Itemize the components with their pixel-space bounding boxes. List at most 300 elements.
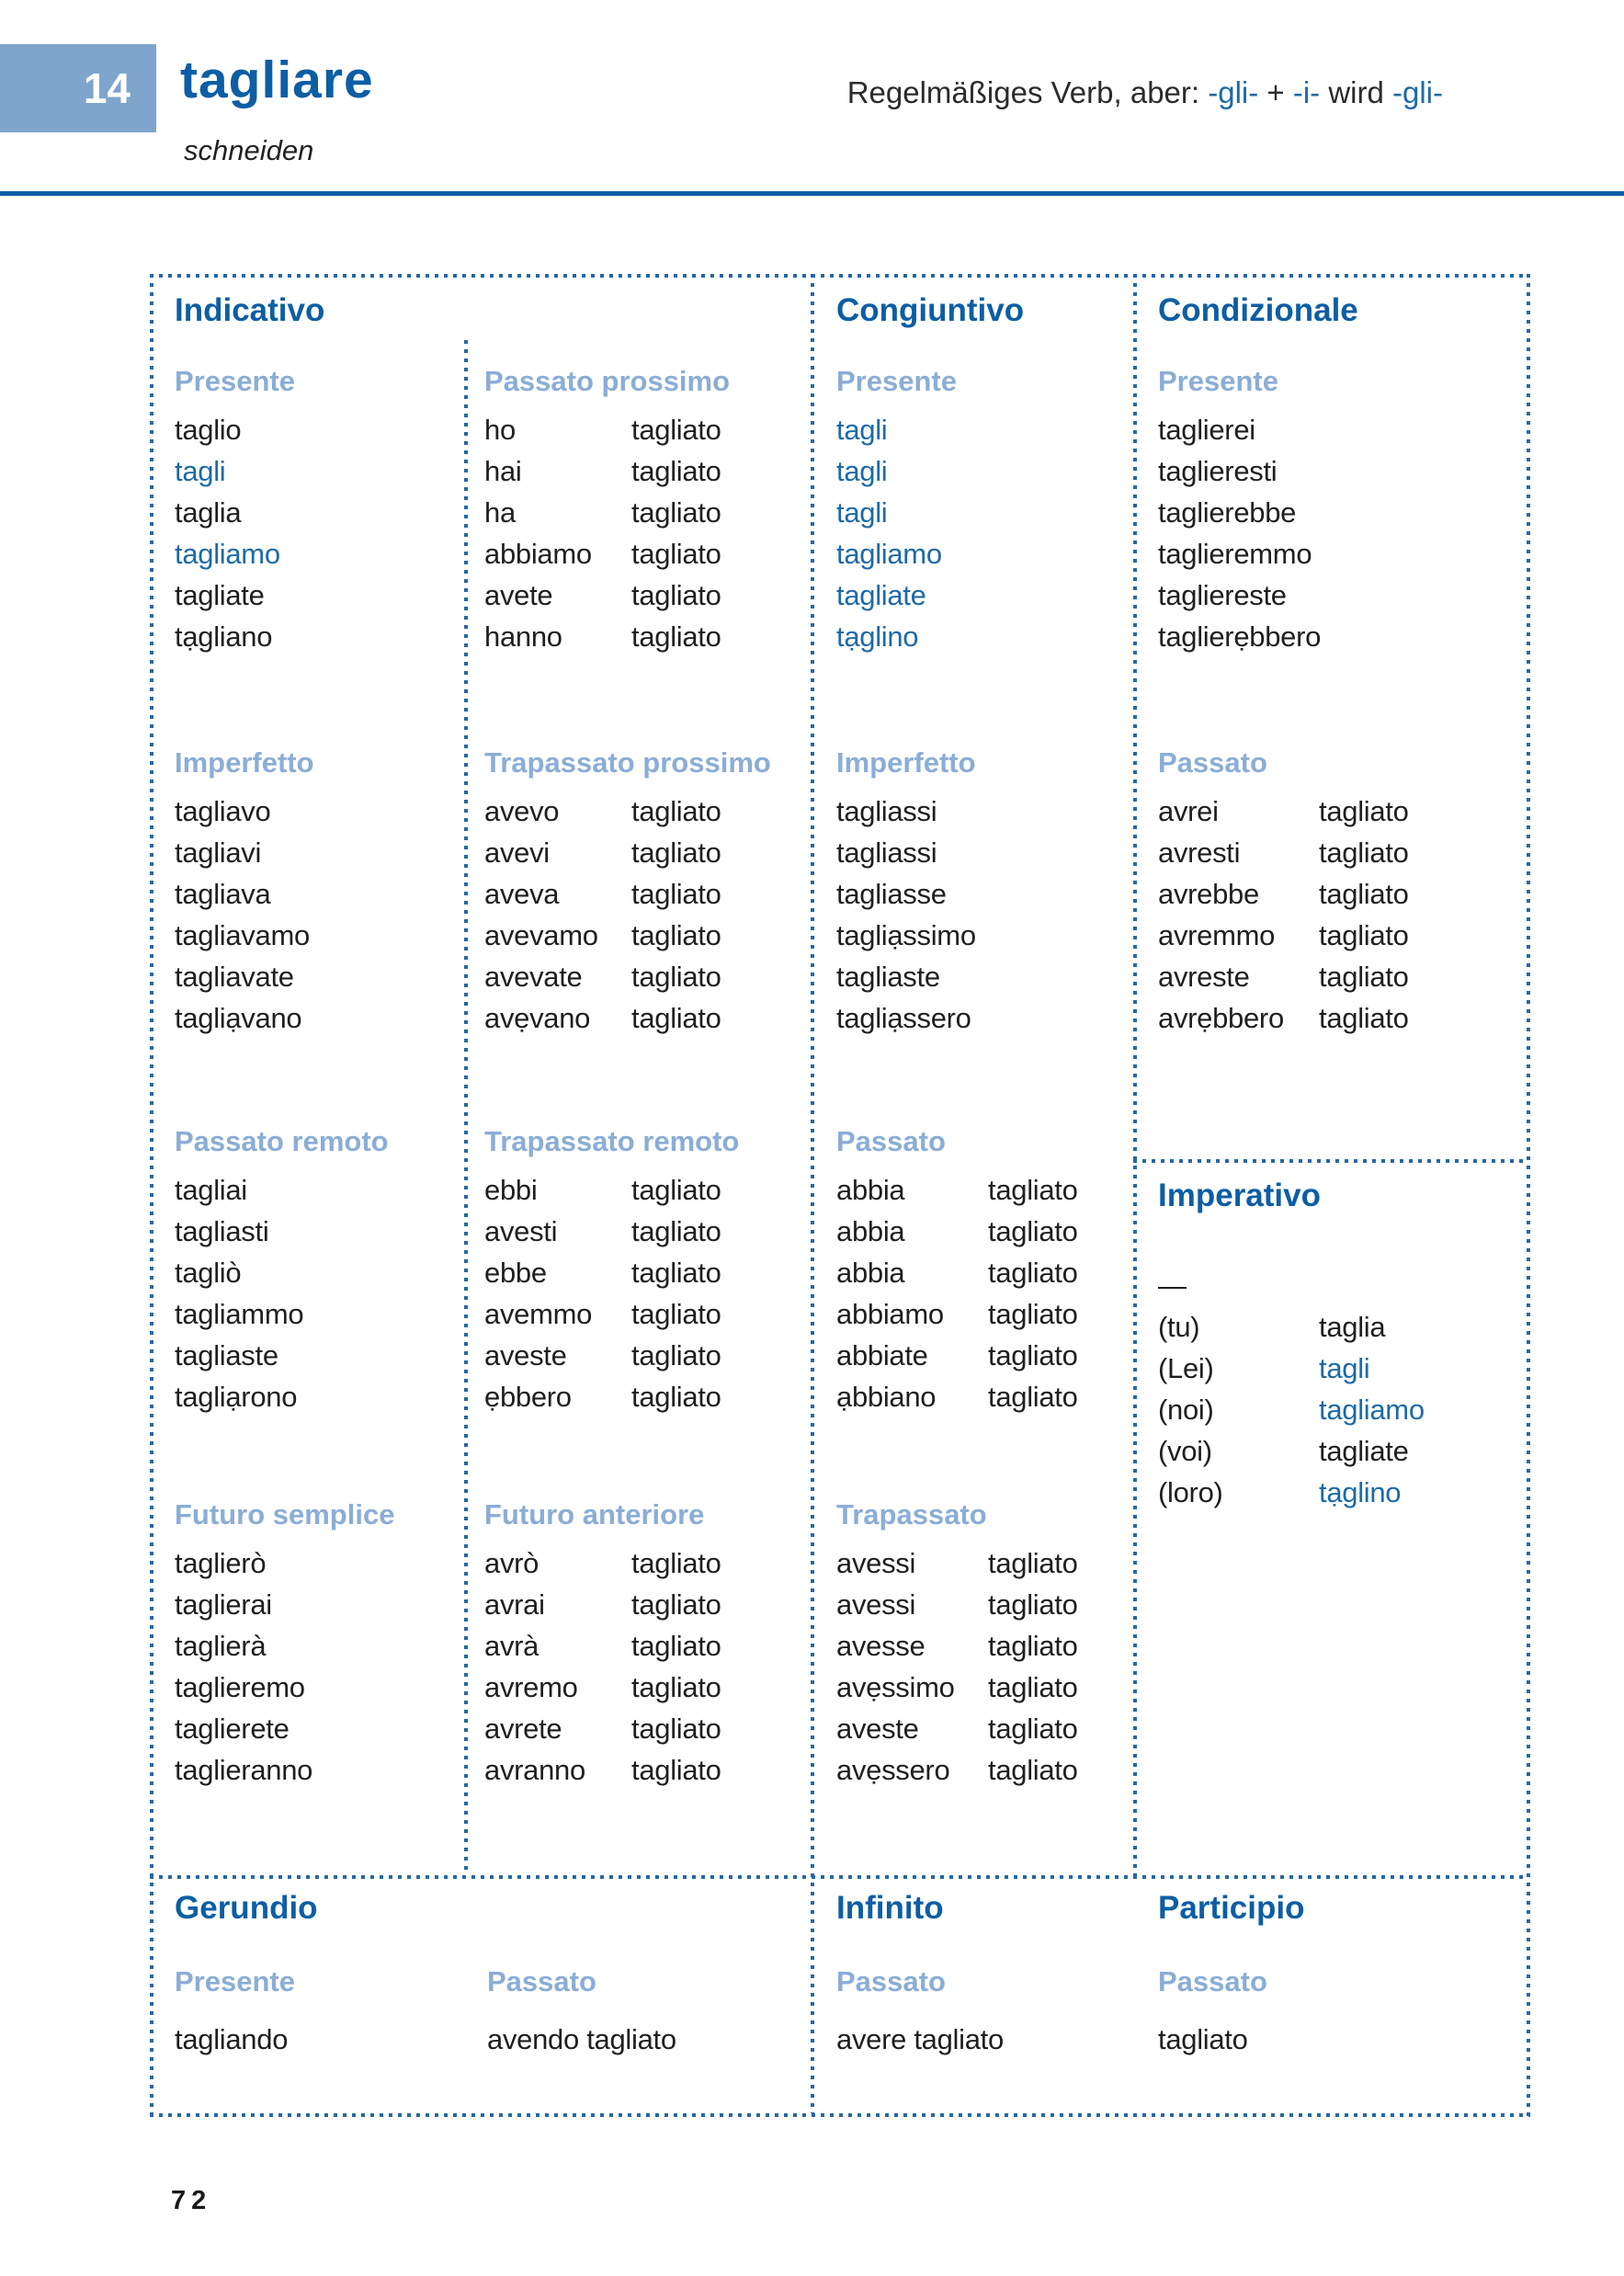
verb-form: avrà — [484, 1630, 539, 1662]
note-text: Regelmäßiges Verb, aber: — [846, 75, 1209, 109]
verb-form: — — [1158, 1269, 1187, 1302]
verb-form: tagliassi — [836, 795, 937, 827]
verb-form: avevate — [484, 961, 583, 993]
conjugation-row — [836, 1376, 1078, 1417]
participle: tagliato — [988, 1298, 1078, 1330]
conjugation-row — [836, 997, 976, 1039]
verb-form: ạbbiano — [836, 1381, 937, 1413]
note-text: wird — [1320, 75, 1392, 109]
section-title-participio: Participio — [1158, 1890, 1305, 1926]
conjugation-row — [1158, 1306, 1386, 1348]
conjugation-row — [836, 956, 976, 997]
verb-form: tagliavo — [175, 795, 271, 827]
rows-congiuntivo-imperfetto — [836, 791, 976, 1039]
note-text: + — [1258, 75, 1293, 109]
verb-form: avrei — [1158, 795, 1219, 827]
rows-indicativo-passato-prossimo — [484, 409, 721, 657]
verb-form: avessi — [836, 1588, 916, 1621]
verb-form: tagliạssimo — [836, 919, 976, 951]
divider-congiuntivo — [811, 274, 814, 2113]
verb-form: tagliavamo — [175, 919, 310, 951]
conjugation-row — [836, 533, 942, 575]
conjugation-row — [175, 575, 280, 616]
verb-form: taglierà — [175, 1630, 267, 1662]
subheading-congiuntivo-presente: Presente — [836, 365, 957, 397]
verb-form: taglieremmo — [1158, 538, 1312, 570]
verb-form: hanno — [484, 620, 562, 653]
conjugation-row — [484, 832, 721, 873]
conjugation-row — [484, 1335, 721, 1376]
section-title-indicativo: Indicativo — [175, 292, 325, 328]
verb-form: tagliạrono — [175, 1381, 298, 1413]
verb-form: taglierai — [175, 1588, 272, 1621]
participle: tagliato — [988, 1174, 1078, 1206]
subheading-imperfetto: Imperfetto — [175, 746, 314, 779]
section-title-condizionale: Condizionale — [1158, 292, 1358, 328]
verb-form: abbia — [836, 1174, 905, 1206]
conjugation-row — [175, 492, 280, 533]
header-rule — [0, 191, 1624, 196]
verb-form: avrebbe — [1158, 878, 1259, 910]
participle: tagliato — [631, 1339, 721, 1371]
participle: tạglino — [1319, 1476, 1402, 1508]
verb-form: (Lei) — [1158, 1352, 1214, 1384]
conjugation-row — [484, 575, 721, 616]
conjugation-row — [1158, 2019, 1248, 2060]
verb-form: avrẹbbero — [1158, 1002, 1284, 1034]
verb-form: ho — [484, 414, 516, 446]
verb-form: tagliạvano — [175, 1002, 302, 1034]
section-title-imperativo: Imperativo — [1158, 1178, 1321, 1213]
conjugation-row — [175, 1749, 312, 1791]
participle: tagliato — [631, 1630, 721, 1662]
verb-form: avevo — [484, 795, 560, 827]
note-highlight: -i- — [1292, 75, 1321, 109]
verb-form: avresti — [1158, 836, 1241, 869]
conjugation-row — [175, 1169, 303, 1211]
participle: tagliato — [631, 1713, 721, 1745]
conjugation-row — [484, 1625, 721, 1667]
verb-form: avete — [484, 579, 553, 611]
table-border-bottom — [150, 2113, 1530, 2117]
subheading-condizionale-presente: Presente — [1158, 365, 1278, 397]
table-border-right — [1527, 274, 1530, 2117]
conjugation-row — [175, 1584, 312, 1625]
verb-form: ebbe — [484, 1257, 547, 1289]
participle: tagliato — [631, 414, 721, 446]
participle: tagliato — [988, 1713, 1078, 1745]
participle: tagliato — [1319, 1002, 1409, 1034]
conjugation-row — [175, 1625, 312, 1667]
subheading-gerundio-passato: Passato — [487, 1965, 596, 1997]
participle: tagliato — [631, 1588, 721, 1621]
conjugation-row — [836, 832, 976, 873]
divider-indicativo-columns — [464, 340, 468, 1875]
verb-form: avendo tagliato — [487, 2023, 676, 2055]
subheading-trapassato-remoto: Trapassato remoto — [484, 1125, 740, 1157]
verb-form: tagliate — [175, 579, 265, 611]
conjugation-row — [484, 1667, 721, 1708]
divider-condizionale — [1133, 274, 1137, 1875]
conjugation-row — [836, 1625, 1078, 1667]
subheading-presente: Presente — [175, 365, 295, 397]
conjugation-row — [836, 1252, 1078, 1293]
conjugation-row — [175, 1542, 312, 1584]
conjugation-row — [484, 873, 721, 915]
conjugation-row — [1158, 409, 1321, 450]
verb-form: avrò — [484, 1547, 539, 1579]
conjugation-row — [1158, 616, 1321, 657]
conjugation-row — [175, 1335, 303, 1376]
conjugation-row — [175, 873, 310, 915]
verb-form: tagli — [175, 455, 226, 487]
divider-bottom-band — [150, 1875, 1527, 1879]
participle: tagliato — [631, 455, 721, 487]
conjugation-row — [1158, 956, 1409, 997]
verb-form: aveste — [836, 1713, 919, 1745]
conjugation-row — [1158, 1348, 1370, 1389]
rows-indicativo-trapassato-prossimo — [484, 791, 721, 1039]
note-highlight: -gli- — [1208, 75, 1259, 109]
verb-form: taglierei — [1158, 414, 1255, 446]
conjugation-row — [175, 956, 310, 997]
participle: tagliato — [631, 1547, 721, 1579]
participle: tagliato — [631, 836, 721, 869]
rows-gerundio-presente — [175, 2019, 288, 2060]
conjugation-row — [484, 533, 721, 575]
rows-gerundio-passato — [487, 2019, 676, 2060]
conjugation-row — [175, 533, 280, 575]
participle: tagliato — [631, 1174, 721, 1206]
participle: tagliato — [631, 961, 721, 993]
conjugation-row — [484, 409, 721, 450]
verb-form: (tu) — [1158, 1311, 1200, 1343]
conjugation-row — [836, 1293, 1078, 1335]
conjugation-row — [175, 915, 310, 956]
conjugation-row — [484, 450, 721, 492]
conjugation-row — [175, 997, 310, 1039]
participle: tagliamo — [1319, 1394, 1425, 1426]
participle: tagliato — [1319, 878, 1409, 910]
participle: tagliato — [1319, 961, 1409, 993]
rows-congiuntivo-presente — [836, 409, 942, 657]
rows-imperativo — [1158, 1265, 1425, 1513]
conjugation-row — [484, 492, 721, 533]
subheading-congiuntivo-imperfetto: Imperfetto — [836, 746, 976, 779]
verb-form: abbiate — [836, 1339, 928, 1371]
verb-form: ẹbbero — [484, 1381, 572, 1413]
rows-condizionale-presente — [1158, 409, 1321, 657]
verb-form: abbiamo — [836, 1298, 944, 1330]
participle: tagliato — [631, 579, 721, 611]
verb-form: avrete — [484, 1713, 562, 1745]
participle: tagliato — [631, 878, 721, 910]
conjugation-row — [484, 1169, 721, 1211]
rows-indicativo-trapassato-remoto — [484, 1169, 721, 1417]
participle: tagliato — [631, 1381, 721, 1413]
verb-form: tagliasse — [836, 878, 947, 910]
conjugation-row — [484, 1252, 721, 1293]
rows-indicativo-imperfetto — [175, 791, 310, 1039]
verb-form: tagliavi — [175, 836, 262, 869]
section-title-infinito: Infinito — [836, 1890, 944, 1926]
page-number: 72 — [171, 2186, 212, 2215]
conjugation-row — [1158, 450, 1321, 492]
conjugation-row — [836, 492, 942, 533]
rows-congiuntivo-passato — [836, 1169, 1078, 1417]
conjugation-row — [836, 2019, 1004, 2060]
conjugation-row — [175, 1708, 312, 1749]
verb-form: avremmo — [1158, 919, 1276, 951]
participle: tagliato — [988, 1630, 1078, 1662]
conjugation-row — [175, 1667, 312, 1708]
conjugation-row — [836, 1542, 1078, 1584]
participle: tagliato — [988, 1339, 1078, 1371]
verb-form: taglierete — [175, 1713, 290, 1745]
subheading-trapassato-prossimo: Trapassato prossimo — [484, 746, 771, 779]
rows-indicativo-presente — [175, 409, 280, 657]
verb-form: (loro) — [1158, 1476, 1223, 1508]
grammar-note — [847, 75, 1443, 110]
verb-form: (voi) — [1158, 1435, 1212, 1467]
participle: tagliato — [988, 1547, 1078, 1579]
verb-form: abbiamo — [484, 538, 592, 570]
verb-form: avesse — [836, 1630, 926, 1662]
conjugation-row — [487, 2019, 676, 2060]
conjugation-row — [1158, 873, 1409, 915]
participle: tagli — [1319, 1352, 1370, 1384]
conjugation-row — [836, 1169, 1078, 1211]
conjugation-row — [484, 1749, 721, 1791]
participle: tagliato — [631, 1215, 721, 1247]
participle: tagliato — [631, 538, 721, 570]
conjugation-row — [175, 409, 280, 450]
participle: tagliato — [988, 1381, 1078, 1413]
conjugation-row — [1158, 915, 1409, 956]
subheading-congiuntivo-passato: Passato — [836, 1125, 946, 1157]
conjugation-row — [836, 1584, 1078, 1625]
conjugation-row — [1158, 1472, 1402, 1513]
conjugation-row — [484, 997, 721, 1039]
verb-form: tagli — [836, 455, 888, 487]
verb-form: abbia — [836, 1215, 905, 1247]
conjugation-row — [1158, 1430, 1409, 1472]
conjugation-row — [836, 1749, 1078, 1791]
conjugation-row — [836, 873, 976, 915]
conjugation-row — [175, 450, 280, 492]
conjugation-row — [175, 832, 310, 873]
conjugation-row — [1158, 791, 1409, 832]
verb-form: tạglino — [836, 620, 919, 653]
conjugation-row — [484, 616, 721, 657]
participle: taglia — [1319, 1311, 1386, 1343]
rows-indicativo-passato-remoto — [175, 1169, 303, 1417]
verb-form: taglio — [175, 414, 242, 446]
participle: tagliato — [631, 1754, 721, 1786]
verb-form: tạgliano — [175, 620, 273, 653]
conjugation-row — [836, 409, 942, 450]
verb-form: tagliassi — [836, 836, 937, 869]
conjugation-row — [175, 791, 310, 832]
conjugation-row — [1158, 997, 1409, 1039]
verb-form: avevi — [484, 836, 550, 869]
rows-congiuntivo-trapassato — [836, 1542, 1078, 1791]
conjugation-row — [836, 1335, 1078, 1376]
subheading-participio-passato: Passato — [1158, 1965, 1267, 1997]
verb-form: avesti — [484, 1215, 558, 1247]
conjugation-row — [836, 915, 976, 956]
verb-form: avreste — [1158, 961, 1250, 993]
conjugation-row — [1158, 1265, 1223, 1306]
conjugation-row — [1158, 575, 1321, 616]
table-border-left — [150, 274, 153, 2117]
participle: tagliato — [631, 496, 721, 529]
participle: tagliato — [631, 919, 721, 951]
verb-form: avrai — [484, 1588, 545, 1621]
conjugation-row — [175, 1211, 303, 1252]
verb-form: tagliate — [836, 579, 926, 611]
verb-form: aveste — [484, 1339, 567, 1371]
conjugation-row — [836, 1708, 1078, 1749]
conjugation-row — [175, 2019, 288, 2060]
verb-form: taglierò — [175, 1547, 267, 1579]
conjugation-row — [175, 1376, 303, 1417]
divider-imperativo — [1133, 1159, 1527, 1163]
verb-form: tagliaste — [175, 1339, 278, 1371]
verb-form: hai — [484, 455, 522, 487]
verb-form: tagliaste — [836, 961, 940, 993]
participle: tagliate — [1319, 1435, 1409, 1467]
verb-form: taglieremo — [175, 1671, 305, 1703]
participle: tagliato — [631, 1257, 721, 1289]
verb-form: avessi — [836, 1547, 916, 1579]
rows-indicativo-futuro-semplice — [175, 1542, 312, 1791]
conjugation-row — [175, 1252, 303, 1293]
rows-condizionale-passato — [1158, 791, 1409, 1039]
verb-title: tagliare — [180, 51, 374, 109]
verb-form: ha — [484, 496, 516, 529]
conjugation-row — [836, 1667, 1078, 1708]
subheading-futuro-anteriore: Futuro anteriore — [484, 1498, 705, 1531]
verb-form: avere tagliato — [836, 2023, 1004, 2055]
conjugation-row — [1158, 492, 1321, 533]
verb-form: avẹssero — [836, 1754, 950, 1786]
conjugation-row — [836, 616, 942, 657]
verb-form: tagliammo — [175, 1298, 304, 1330]
verb-form: abbia — [836, 1257, 905, 1289]
table-border-top — [150, 274, 1530, 278]
conjugation-row — [175, 1293, 303, 1335]
conjugation-row — [1158, 1389, 1425, 1430]
verb-form: tagliamo — [836, 538, 942, 570]
verb-form: avẹssimo — [836, 1671, 955, 1703]
verb-form: aveva — [484, 878, 560, 910]
verb-form: taglia — [175, 496, 242, 529]
verb-form: tagliava — [175, 878, 271, 910]
participle: tagliato — [988, 1671, 1078, 1703]
subheading-congiuntivo-trapassato: Trapassato — [836, 1498, 987, 1531]
conjugation-row — [836, 791, 976, 832]
conjugation-row — [1158, 533, 1321, 575]
participle: tagliato — [988, 1588, 1078, 1621]
verb-form: avẹvano — [484, 1002, 591, 1034]
verb-form: ebbi — [484, 1174, 538, 1206]
participle: tagliato — [631, 1671, 721, 1703]
participle: tagliato — [631, 1298, 721, 1330]
participle: tagliato — [631, 1002, 721, 1034]
verb-form: avremo — [484, 1671, 578, 1703]
verb-form: tagliò — [175, 1257, 242, 1289]
verb-form: avemmo — [484, 1298, 593, 1330]
conjugation-row — [484, 915, 721, 956]
verb-form: tagliando — [175, 2023, 289, 2055]
conjugation-row — [836, 1211, 1078, 1252]
subheading-gerundio-presente: Presente — [175, 1965, 295, 1997]
conjugation-row — [175, 616, 280, 657]
participle: tagliato — [988, 1215, 1078, 1247]
verb-form: tagliạssero — [836, 1002, 971, 1034]
section-title-congiuntivo: Congiuntivo — [836, 292, 1025, 328]
verb-translation: schneiden — [184, 134, 314, 166]
participle: tagliato — [988, 1754, 1078, 1786]
participle: tagliato — [631, 620, 721, 653]
conjugation-row — [484, 1708, 721, 1749]
note-highlight: -gli- — [1392, 75, 1443, 109]
participle: tagliato — [1319, 795, 1409, 827]
verb-form: avevamo — [484, 919, 598, 951]
verb-form: tagli — [836, 414, 888, 446]
verb-number-badge: 14 — [0, 44, 156, 132]
subheading-passato-remoto: Passato remoto — [175, 1125, 389, 1157]
rows-participio-passato — [1158, 2019, 1248, 2060]
participle: tagliato — [1319, 919, 1409, 951]
conjugation-row — [484, 1542, 721, 1584]
verb-form: tagliamo — [175, 538, 280, 570]
participle: tagliato — [1319, 836, 1409, 869]
rows-indicativo-futuro-anteriore — [484, 1542, 721, 1791]
verb-form: tagli — [836, 496, 888, 529]
subheading-passato-prossimo: Passato prossimo — [484, 365, 731, 397]
verb-form: tagliasti — [175, 1215, 269, 1247]
conjugation-row — [836, 575, 942, 616]
subheading-futuro-semplice: Futuro semplice — [175, 1498, 395, 1531]
conjugation-row — [484, 1376, 721, 1417]
conjugation-row — [484, 956, 721, 997]
rows-infinito-passato — [836, 2019, 1004, 2060]
subheading-condizionale-passato: Passato — [1158, 746, 1267, 779]
subheading-infinito-passato: Passato — [836, 1965, 946, 1997]
conjugation-row — [484, 1211, 721, 1252]
verb-form: (noi) — [1158, 1394, 1214, 1426]
conjugation-row — [484, 791, 721, 832]
verb-form: taglieresti — [1158, 455, 1278, 487]
verb-form: tagliereste — [1158, 579, 1287, 611]
verb-form: taglierẹbbero — [1158, 620, 1322, 653]
verb-form: taglieranno — [175, 1754, 313, 1786]
verb-form: taglierebbe — [1158, 496, 1297, 529]
section-title-gerundio: Gerundio — [175, 1890, 318, 1926]
verb-form: tagliavate — [175, 961, 294, 993]
participle: tagliato — [988, 1257, 1078, 1289]
verb-form: tagliai — [175, 1174, 247, 1206]
conjugation-row — [1158, 832, 1409, 873]
conjugation-row — [836, 450, 942, 492]
verb-form: tagliato — [1158, 2023, 1248, 2055]
participle: tagliato — [631, 795, 721, 827]
conjugation-row — [484, 1293, 721, 1335]
verb-form: avranno — [484, 1754, 585, 1786]
conjugation-row — [484, 1584, 721, 1625]
